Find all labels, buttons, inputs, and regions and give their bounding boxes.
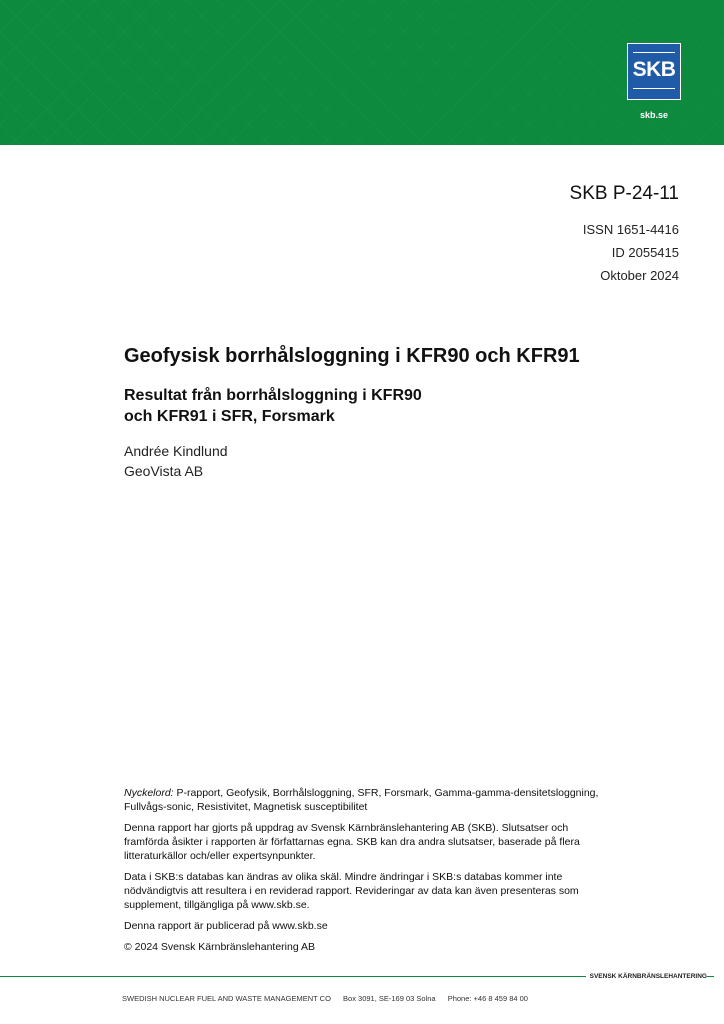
paragraph-line: nödvändigtvis att resultera i en reviderad rapport. Revideringar av data kan även presenteras som — [124, 885, 579, 897]
subtitle — [124, 385, 422, 427]
keywords-label: Nyckelord: — [124, 787, 174, 799]
issn: ISSN 1651-4416 — [582, 222, 679, 237]
footer-address: Box 3091, SE-169 03 Solna — [343, 994, 436, 1003]
footer-company: SWEDISH NUCLEAR FUEL AND WASTE MANAGEMENT CO — [122, 994, 331, 1003]
logo-divider — [633, 88, 675, 89]
footer — [122, 994, 528, 1003]
report-date: Oktober 2024 — [600, 268, 679, 283]
author-name: Andrée Kindlund — [124, 443, 228, 459]
footer-rule-label: SVENSK KÄRNBRÄNSLEHANTERING — [586, 973, 707, 980]
skb-logo — [627, 43, 681, 100]
header-banner — [0, 0, 724, 145]
keywords-text: Fullvågs-sonic, Resistivitet, Magnetisk susceptibilitet — [124, 801, 368, 813]
keywords — [124, 786, 684, 814]
paragraph-line: litteraturkällor och/eller expertsynpunkter. — [124, 850, 316, 862]
author-organization: GeoVista AB — [124, 463, 204, 479]
database-paragraph — [124, 870, 684, 912]
banner-pattern — [0, 0, 724, 145]
keywords-text: P-rapport, Geofysik, Borrhålsloggning, SFR, Forsmark, Gamma-gamma-densitetsloggning, — [173, 787, 599, 799]
logo-divider — [633, 52, 675, 53]
logo-text: SKB — [632, 58, 676, 81]
page-title: Geofysisk borrhålsloggning i KFR90 och KFR91 — [124, 345, 580, 367]
site-link[interactable]: skb.se — [639, 110, 669, 120]
footer-phone: Phone: +46 8 459 84 00 — [447, 994, 528, 1003]
subtitle-line: Resultat från borrhålsloggning i KFR90 — [124, 387, 422, 404]
paragraph-line: supplement, tillgängliga på www.skb.se. — [124, 899, 310, 911]
publication-note: Denna rapport är publicerad på www.skb.se — [124, 920, 328, 932]
paragraph-line: Denna rapport har gjorts på uppdrag av Svensk Kärnbränslehantering AB (SKB). Slutsatser och — [124, 822, 569, 834]
paragraph-line: Data i SKB:s databas kan ändras av olika skäl. Mindre ändringar i SKB:s databas kommer inte — [124, 871, 563, 883]
disclaimer-paragraph — [124, 821, 684, 863]
report-id: ID 2055415 — [611, 245, 679, 260]
paragraph-line: framförda åsikter i rapporten är författarnas egna. SKB kan dra andra slutsatser, baserade på flera — [124, 836, 580, 848]
report-number: SKB P-24-11 — [569, 183, 679, 204]
subtitle-line: och KFR91 i SFR, Forsmark — [124, 408, 335, 425]
copyright: © 2024 Svensk Kärnbränslehantering AB — [124, 941, 316, 953]
